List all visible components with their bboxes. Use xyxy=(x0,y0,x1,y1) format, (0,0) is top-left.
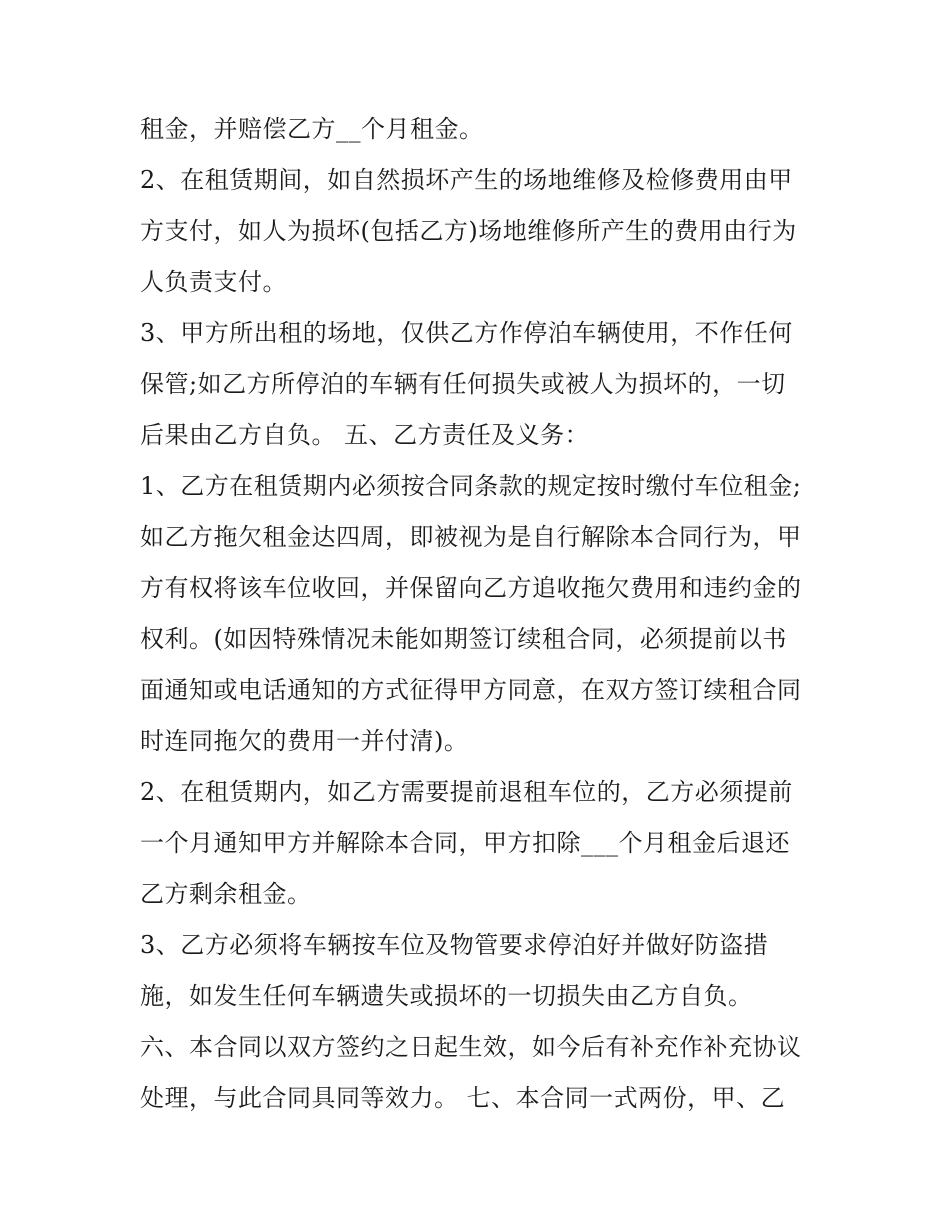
text-line: 六、本合同以双方签约之日起生效，如今后有补充作补充协议 xyxy=(140,1033,802,1061)
text-line: 2、在租赁期间，如自然损坏产生的场地维修及检修费用由甲 xyxy=(140,166,793,194)
text-line: 方有权将该车位收回，并保留向乙方追收拖欠费用和违约金的 xyxy=(140,574,802,602)
text-line: 方支付，如人为损坏(包括乙方)场地维修所产生的费用由行为 xyxy=(140,217,797,245)
text-line: 处理，与此合同具同等效力。 七、本合同一式两份，甲、乙 xyxy=(140,1084,786,1112)
text-line: 乙方剩余租金。 xyxy=(140,880,312,908)
text-line: 施，如发生任何车辆遗失或损坏的一切损失由乙方自负。 xyxy=(140,982,753,1010)
text-line: 权利。(如因特殊情况未能如期签订续租合同，必须提前以书 xyxy=(140,625,787,653)
text-line: 3、甲方所出租的场地，仅供乙方作停泊车辆使用，不作任何 xyxy=(140,319,793,347)
text-line: 1、乙方在租赁期内必须按合同条款的规定按时缴付车位租金; xyxy=(140,472,802,500)
text-line: 面通知或电话通知的方式征得甲方同意，在双方签订续租合同 xyxy=(140,676,802,704)
text-line: 后果由乙方自负。 五、乙方责任及义务： xyxy=(140,421,590,449)
text-line: 租金，并赔偿乙方__个月租金。 xyxy=(140,115,484,143)
text-line: 人负责支付。 xyxy=(140,268,287,296)
text-line: 如乙方拖欠租金达四周，即被视为是自行解除本合同行为，甲 xyxy=(140,523,802,551)
text-line: 2、在租赁期内，如乙方需要提前退租车位的，乙方必须提前 xyxy=(140,778,793,806)
text-line: 一个月通知甲方并解除本合同，甲方扣除___个月租金后退还 xyxy=(140,829,790,857)
text-line: 3、乙方必须将车辆按车位及物管要求停泊好并做好防盗措 xyxy=(140,931,769,959)
text-line: 保管;如乙方所停泊的车辆有任何损失或被人为损坏的，一切 xyxy=(140,370,786,398)
text-line: 时连同拖欠的费用一并付清)。 xyxy=(140,727,469,755)
